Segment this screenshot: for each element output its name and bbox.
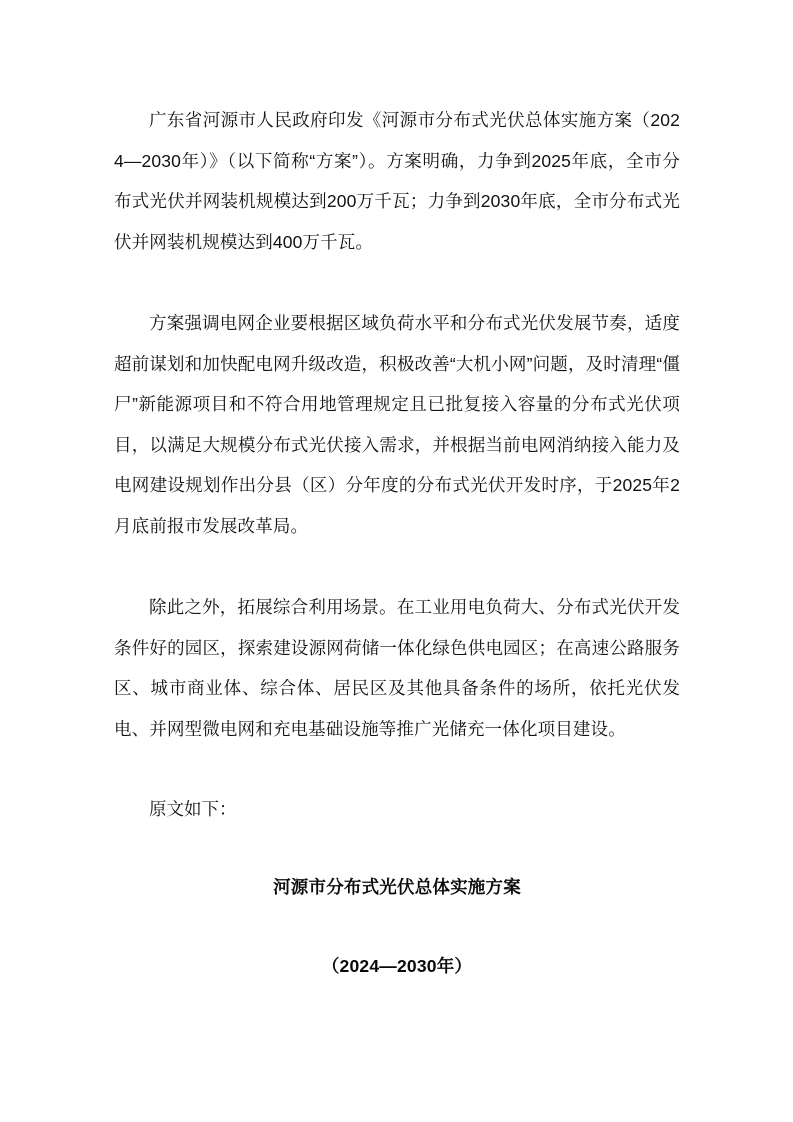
paragraph-summary-targets: 广东省河源市人民政府印发《河源市分布式光伏总体实施方案（2024—2030年）》（以下简称“方案”）。方案明确，力争到2025年底，全市分布式光伏并网装机规模达到200万千瓦；力争到2030年底，全市分布式光伏并网装机规模达到400万千瓦。 [114, 110, 680, 252]
paragraph-integrated-scenarios: 除此之外，拓展综合利用场景。在工业用电负荷大、分布式光伏开发条件好的园区，探索建设源网荷储一体化绿色供电园区；在高速公路服务区、城市商业体、综合体、居民区及其他具备条件的场所，依托光伏发电、并网型微电网和充电基础设施等推广光储充一体化项目建设。 [114, 597, 680, 739]
spacer-below-title [114, 908, 680, 946]
plan-subtitle-years: （2024—2030年） [321, 955, 473, 976]
original-text-intro: 原文如下： [149, 798, 237, 819]
paragraph-grid-planning: 方案强调电网企业要根据区域负荷水平和分布式光伏发展节奏，适度超前谋划和加快配电网升级改造，积极改善“大机小网”问题，及时清理“僵尸”新能源项目和不符合用地管理规定且已批复接入容量的分布式光伏项目，以满足大规模分布式光伏接入需求，并根据当前电网消纳接入能力及电网建设规划作出分县（区）分年度的分布式光伏开发时序，于2025年2月底前报市发展改革局。 [114, 312, 680, 536]
plan-title: 河源市分布式光伏总体实施方案 [273, 877, 521, 898]
document-content [114, 100, 680, 986]
spacer-above-title [114, 829, 680, 867]
